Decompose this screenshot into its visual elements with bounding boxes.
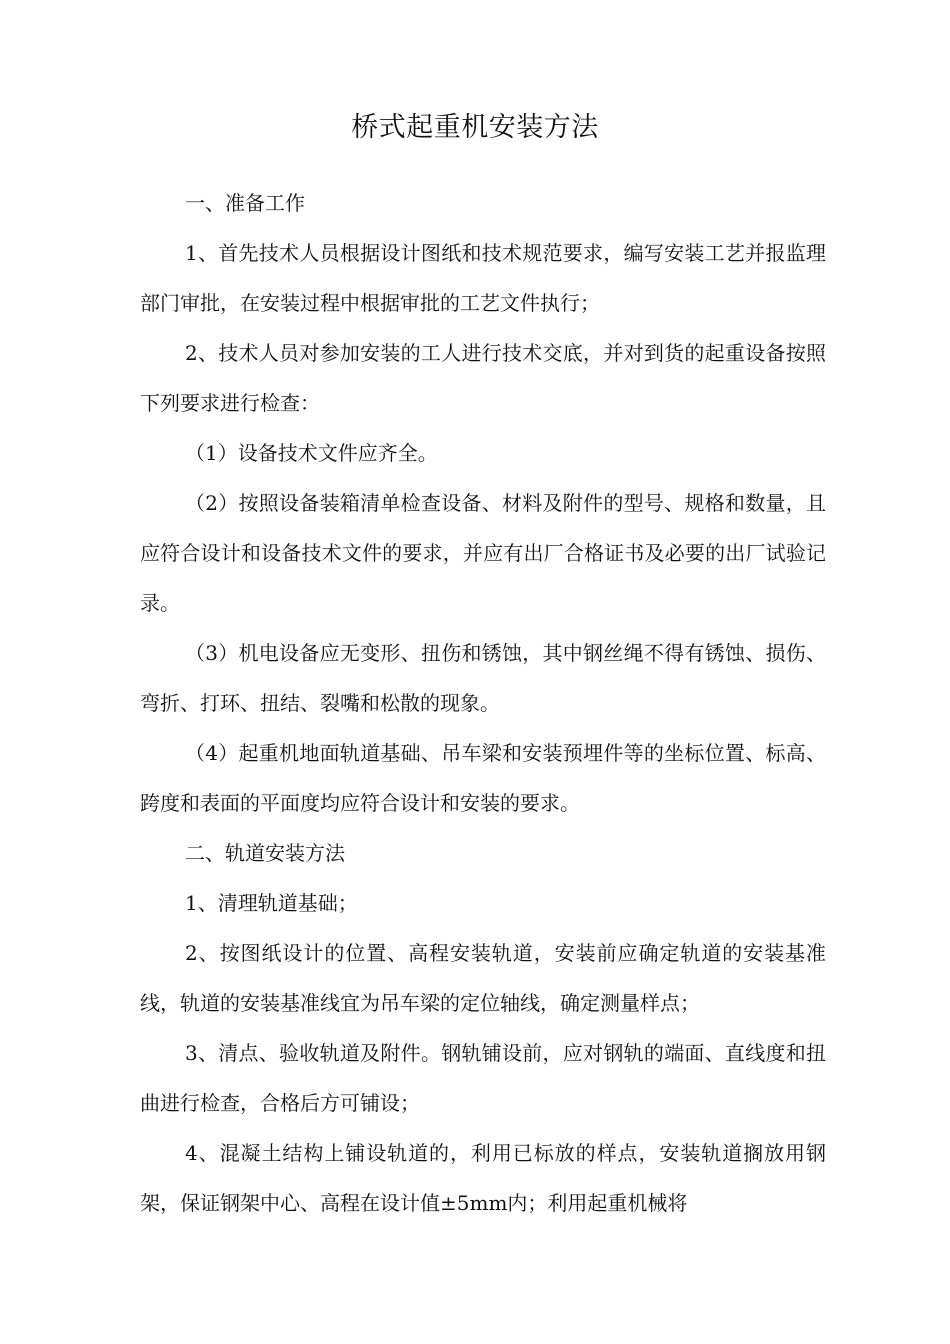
document-title: 桥式起重机安装方法 xyxy=(351,112,599,143)
paragraph-rail-item-2: 2、按图纸设计的位置、高程安装轨道，安装前应确定轨道的安装基准线，轨道的安装基准线宜为吊车梁的定位轴线，确定测量样点； xyxy=(140,941,826,1015)
paragraph-item-1: 1、首先技术人员根据设计图纸和技术规范要求，编写安装工艺并报监理部门审批，在安装过程中根据审批的工艺文件执行； xyxy=(140,241,826,315)
paragraph-rail-item-3: 3、清点、验收轨道及附件。钢轨铺设前，应对钢轨的端面、直线度和扭曲进行检查，合格后方可铺设； xyxy=(140,1041,826,1115)
section-heading-preparation: 一、准备工作 xyxy=(185,191,305,215)
paragraph-rail-item-4: 4、混凝土结构上铺设轨道的，利用已标放的样点，安装轨道搁放用钢架，保证钢架中心、高程在设计值±5mm内；利用起重机械将 xyxy=(140,1141,826,1215)
sub-item-4: （4）起重机地面轨道基础、吊车梁和安装预埋件等的坐标位置、标高、跨度和表面的平面度均应符合设计和安装的要求。 xyxy=(140,741,826,815)
document-body xyxy=(140,178,826,1228)
sub-item-1: （1）设备技术文件应齐全。 xyxy=(185,441,438,465)
sub-item-3: （3）机电设备应无变形、扭伤和锈蚀，其中钢丝绳不得有锈蚀、损伤、弯折、打环、扭结、裂嘴和松散的现象。 xyxy=(140,641,826,715)
paragraph-rail-item-1: 1、清理轨道基础； xyxy=(185,891,358,915)
section-heading-rail-installation: 二、轨道安装方法 xyxy=(185,841,345,865)
sub-item-2: （2）按照设备装箱清单检查设备、材料及附件的型号、规格和数量，且应符合设计和设备技术文件的要求，并应有出厂合格证书及必要的出厂试验记录。 xyxy=(140,491,826,615)
paragraph-item-2: 2、技术人员对参加安装的工人进行技术交底，并对到货的起重设备按照下列要求进行检查： xyxy=(140,341,826,415)
